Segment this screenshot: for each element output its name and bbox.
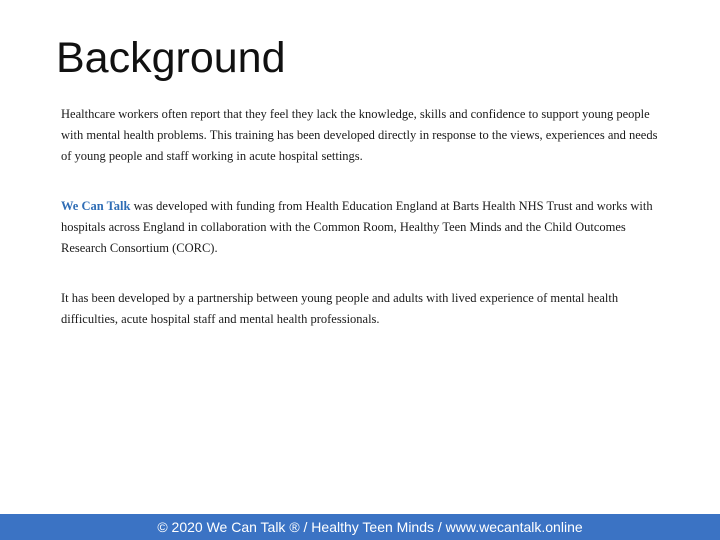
paragraph-intro: Healthcare workers often report that they feel they lack the knowledge, skills and confidence to support young people with mental health problems. This training has been developed directly in response to the views, experiences and needs of young people and staff working in acute hospital settings. — [61, 107, 658, 163]
footer-bar — [0, 514, 720, 540]
footer-text: © 2020 We Can Talk ® / Healthy Teen Minds / www.wecantalk.online — [157, 519, 583, 535]
slide-title: Background — [56, 34, 286, 82]
slide-body — [61, 104, 661, 359]
brand-name: We Can Talk — [61, 199, 131, 213]
paragraph-funding-text: was developed with funding from Health Education England at Barts Health NHS Trust and works with hospitals across England in collaboration with the Common Room, Healthy Teen Minds and the Child Outcomes Research Consortium (CORC). — [61, 199, 653, 255]
paragraph-partnership: It has been developed by a partnership between young people and adults with lived experience of mental health difficulties, acute hospital staff and mental health professionals. — [61, 291, 619, 326]
paragraph-funding — [61, 196, 661, 259]
